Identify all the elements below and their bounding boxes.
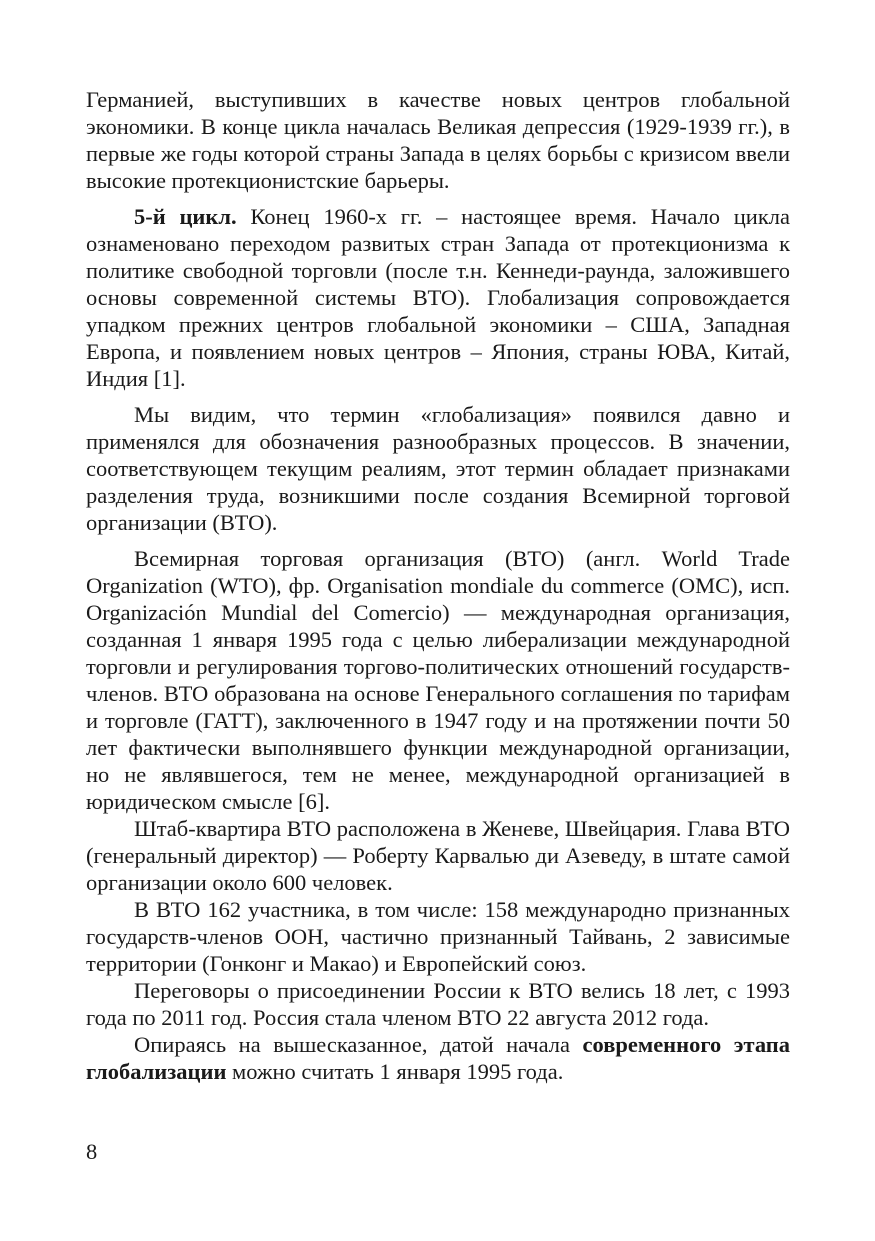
conclusion-text-start: Опираясь на вышесказанное, датой начала xyxy=(134,1032,583,1057)
paragraph-conclusion xyxy=(86,1031,790,1085)
conclusion-text-end: можно считать 1 января 1995 года. xyxy=(226,1059,564,1084)
paragraph-russia-accession: Переговоры о присоединении России к ВТО велись 18 лет, с 1993 года по 2011 год. Россия стала членом ВТО 22 августа 2012 года. xyxy=(86,978,790,1030)
cycle-5-text: Конец 1960-х гг. – настоящее время. Начало цикла ознаменовано переходом развитых стран Запада от протекционизма к политике свободной торговли (после т.н. Кеннеди-раунда, заложившего основы современной системы ВТО). Глобализация сопровождается упадком прежних центров глобальной экономики – США, Западная Европа, и появлением новых центров – Япония, страны ЮВА, Китай, Индия [1]. xyxy=(86,204,790,391)
paragraph-wto-definition: Всемирная торговая организация (ВТО) (англ. World Trade Organization (WTO), фр. Organisation mondiale du commerce (OMC), исп. Organización Mundial del Comercio) — международная организация, созданная 1 января 1995 года с целью либерализации международной торговли и регулирования торгово-политических отношений государств-членов. ВТО образована на основе Генерального соглашения по тарифам и торговле (ГАТТ), заключенного в 1947 году и на протяжении почти 50 лет фактически выполнявшего функции международной организации, но не являвшегося, тем не менее, международной организацией в юридическом смысле [6]. xyxy=(86,546,790,814)
page-number: 8 xyxy=(86,1139,98,1164)
paragraph-wto-headquarters: Штаб-квартира ВТО расположена в Женеве, Швейцария. Глава ВТО (генеральный директор) — Роберту Карвалью ди Азеведу, в штате самой организации около 600 человек. xyxy=(86,816,790,895)
cycle-5-heading: 5-й цикл. xyxy=(134,204,237,229)
paragraph-cycle-5 xyxy=(86,203,790,392)
page-body xyxy=(86,86,790,1085)
paragraph-globalization-term: Мы видим, что термин «глобализация» появился давно и применялся для обозначения разнообразных процессов. В значении, соответствующем текущим реалиям, этот термин обладает признаками разделения труда, возникшими после создания Всемирной торговой организации (ВТО). xyxy=(86,402,790,535)
conclusion-emphasis: современного этапа глобализации xyxy=(86,1032,790,1084)
paragraph-1: Германией, выступивших в качестве новых центров глобальной экономики. В конце цикла началась Великая депрессия (1929-1939 гг.), в первые же годы которой страны Запада в целях борьбы с кризисом ввели высокие протекционистские барьеры. xyxy=(86,87,790,193)
paragraph-wto-members: В ВТО 162 участника, в том числе: 158 международно признанных государств-членов ООН, частично признанный Тайвань, 2 зависимые территории (Гонконг и Макао) и Европейский союз. xyxy=(86,897,790,976)
